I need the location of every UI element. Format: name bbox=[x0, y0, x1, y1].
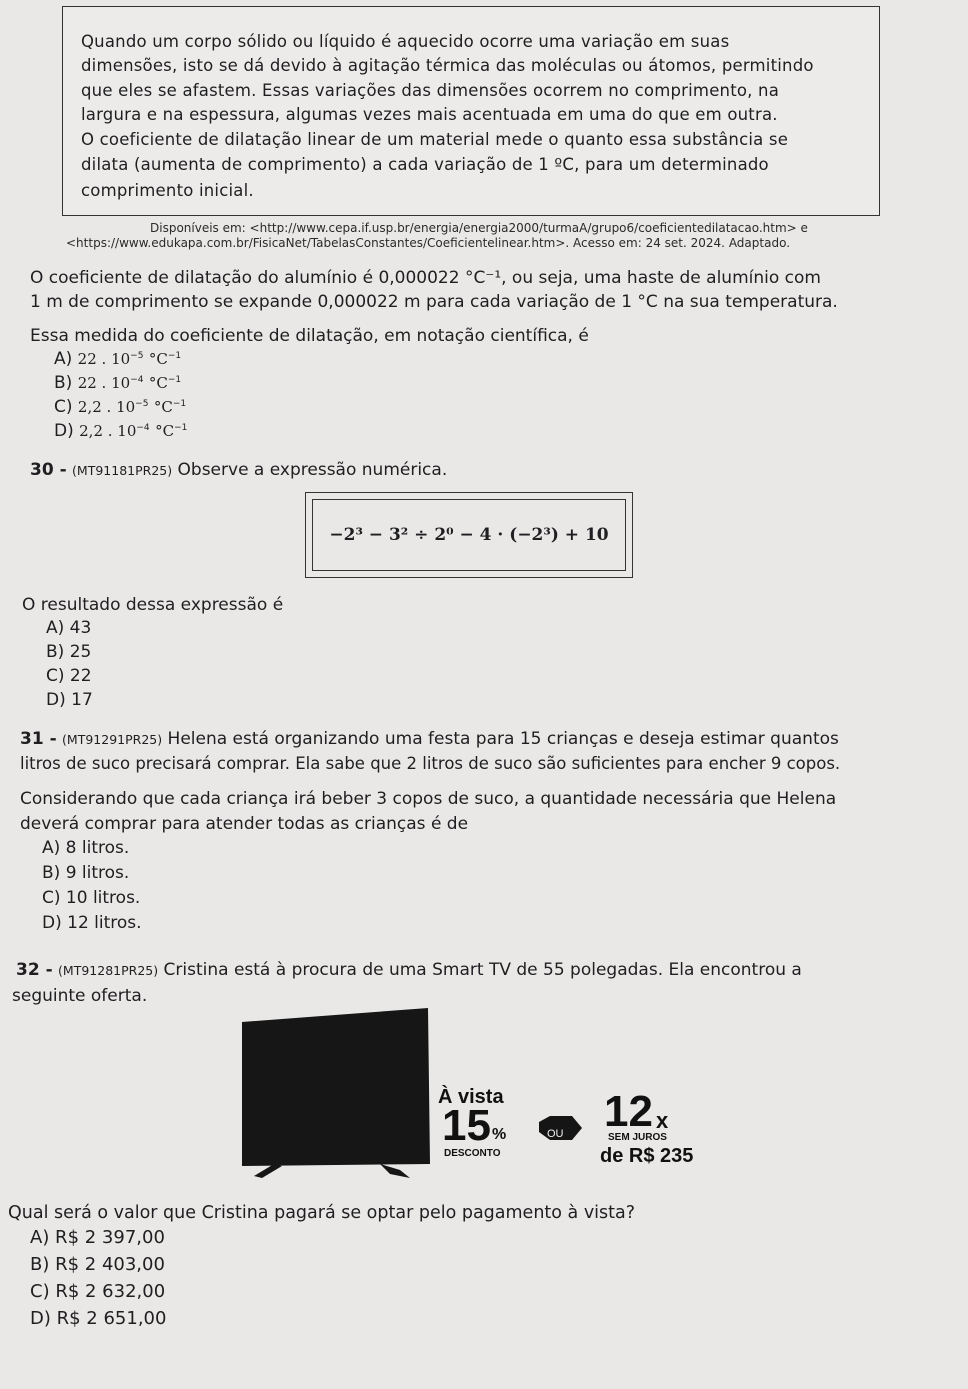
ad-installment-value: de R$ 235 bbox=[600, 1145, 694, 1167]
ad-a-vista: À vista bbox=[438, 1086, 504, 1108]
q31-stem-line3: Considerando que cada criança irá beber 3 copos de suco, a quantidade necessária que Helena bbox=[20, 789, 837, 809]
q29-stem-line1: O coeficiente de dilatação do alumínio é 0,000022 °C⁻¹, ou seja, uma haste de alumínio com bbox=[30, 268, 821, 288]
passage-line: Quando um corpo sólido ou líquido é aquecido ocorre uma variação em suas bbox=[81, 32, 730, 51]
ad-discount-number: 15 bbox=[442, 1101, 491, 1150]
q32-option-c[interactable]: C) R$ 2 632,00 bbox=[30, 1281, 166, 1302]
tv-offer-ad bbox=[240, 1004, 720, 1182]
q30-option-a[interactable]: A) 43 bbox=[46, 618, 92, 638]
q30-option-d[interactable]: D) 17 bbox=[46, 690, 93, 710]
q32-option-a[interactable]: A) R$ 2 397,00 bbox=[30, 1227, 165, 1248]
ad-installments: 12 bbox=[604, 1087, 653, 1136]
numeric-expression: −2³ − 3² ÷ 2⁰ − 4 · (−2³) + 10 bbox=[312, 499, 626, 571]
passage-box bbox=[62, 6, 880, 216]
q29-option-b[interactable]: B) 22 . $10^{-4}$ $^\circ C^{-1}$ bbox=[54, 373, 182, 393]
q31-option-b[interactable]: B) 9 litros. bbox=[42, 863, 130, 883]
expression-box bbox=[305, 492, 633, 578]
q29-option-c[interactable]: C) 2,2 . $10^{-5}$ $^\circ C^{-1}$ bbox=[54, 397, 187, 417]
q31-stem-line1: 31 - (MT91291PR25) Helena está organizando uma festa para 15 crianças e deseja estimar quantos bbox=[20, 729, 839, 749]
q30-option-b[interactable]: B) 25 bbox=[46, 642, 92, 662]
q31-option-c[interactable]: C) 10 litros. bbox=[42, 888, 141, 908]
q32-option-d[interactable]: D) R$ 2 651,00 bbox=[30, 1308, 167, 1329]
q31-stem-line4: deverá comprar para atender todas as crianças é de bbox=[20, 814, 469, 834]
ad-discount-label: DESCONTO bbox=[444, 1148, 501, 1159]
q32-option-b[interactable]: B) R$ 2 403,00 bbox=[30, 1254, 165, 1275]
passage-line: dilata (aumenta de comprimento) a cada variação de 1 ºC, para um determinado bbox=[81, 155, 769, 174]
ad-installments-x: x bbox=[656, 1108, 669, 1133]
passage-line: O coeficiente de dilatação linear de um material mede o quanto essa substância se bbox=[81, 130, 789, 149]
q31-option-a[interactable]: A) 8 litros. bbox=[42, 838, 130, 858]
q29-stem-line2: 1 m de comprimento se expande 0,000022 m para cada variação de 1 °C na sua temperatura. bbox=[30, 292, 838, 312]
q29-option-a[interactable]: A) 22 . $10^{-5}$ $^\circ C^{-1}$ bbox=[54, 349, 182, 369]
ad-no-interest: SEM JUROS bbox=[608, 1132, 667, 1143]
source-citation-line1: Disponíveis em: <http://www.cepa.if.usp.br/energia/energia2000/turmaA/grupo6/coeficientedilatacao.htm> e bbox=[150, 221, 808, 235]
q32-question: Qual será o valor que Cristina pagará se optar pelo pagamento à vista? bbox=[8, 1203, 636, 1223]
q29-option-d[interactable]: D) 2,2 . $10^{-4}$ $^\circ C^{-1}$ bbox=[54, 421, 188, 441]
q31-stem-line2: litros de suco precisará comprar. Ela sabe que 2 litros de suco são suficientes para encher 9 copos. bbox=[20, 754, 841, 773]
passage-line: que eles se afastem. Essas variações das dimensões ocorrem no comprimento, na bbox=[81, 81, 780, 100]
q31-option-d[interactable]: D) 12 litros. bbox=[42, 913, 142, 933]
q29-question: Essa medida do coeficiente de dilatação, em notação científica, é bbox=[30, 326, 589, 346]
q32-stem-line1: 32 - (MT91281PR25) Cristina está à procura de uma Smart TV de 55 polegadas. Ela encontrou a bbox=[16, 960, 802, 980]
q30-question: O resultado dessa expressão é bbox=[22, 595, 284, 615]
source-citation-line2: <https://www.edukapa.com.br/FisicaNet/TabelasConstantes/Coeficientelinear.htm>. Acesso em: 24 set. 2024. Adaptado. bbox=[66, 236, 791, 250]
passage-line: comprimento inicial. bbox=[81, 181, 254, 200]
passage-line: largura e na espessura, algumas vezes mais acentuada em uma do que em outra. bbox=[81, 105, 778, 124]
q32-stem-line2: seguinte oferta. bbox=[12, 986, 148, 1006]
q30-option-c[interactable]: C) 22 bbox=[46, 666, 92, 686]
q30-header: 30 - (MT91181PR25) Observe a expressão numérica. bbox=[30, 460, 448, 480]
passage-line: dimensões, isto se dá devido à agitação térmica das moléculas ou átomos, permitindo bbox=[81, 56, 814, 75]
ad-discount-pct: % bbox=[492, 1126, 507, 1143]
ad-or: OU bbox=[547, 1128, 564, 1140]
